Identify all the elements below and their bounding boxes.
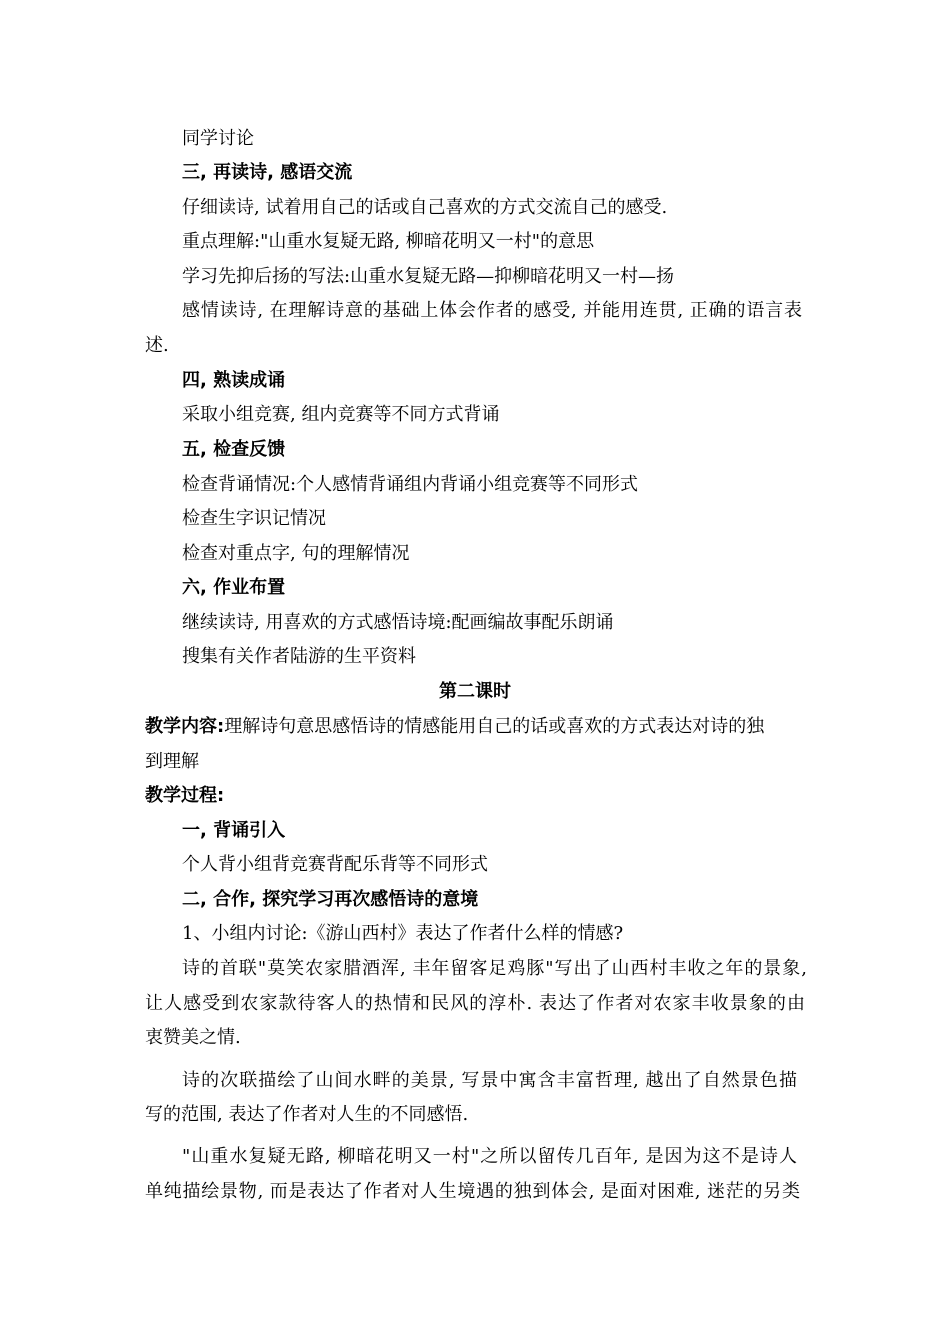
text-line: 单纯描绘景物, 而是表达了作者对人生境遇的独到体会, 是面对困难, 迷茫的另类 bbox=[145, 1181, 800, 1202]
text-line: 诗的次联描绘了山间水畔的美景, 写景中寓含丰富哲理, 越出了自然景色描 bbox=[182, 1070, 797, 1091]
text-line: 检查生字识记情况 bbox=[182, 508, 326, 529]
text-line: 采取小组竞赛, 组内竞赛等不同方式背诵 bbox=[182, 404, 500, 425]
section-heading: 五, 检查反馈 bbox=[182, 439, 286, 460]
text-line: 1、小组内讨论:《游山西村》表达了作者什么样的情感? bbox=[182, 923, 624, 944]
text-line: 同学讨论 bbox=[182, 128, 254, 149]
text-line: 学习先抑后扬的写法:山重水复疑无路—抑柳暗花明又一村—扬 bbox=[182, 266, 675, 287]
section-heading: 二, 合作, 探究学习再次感悟诗的意境 bbox=[182, 889, 479, 910]
label-teaching-content: 教学内容: bbox=[145, 716, 225, 737]
text-line: 搜集有关作者陆游的生平资料 bbox=[182, 646, 416, 667]
text-line: 诗的首联"莫笑农家腊酒浑, 丰年留客足鸡豚"写出了山西村丰收之年的景象, bbox=[182, 958, 807, 979]
teaching-content-text: 理解诗句意思感悟诗的情感能用自己的话或喜欢的方式表达对诗的独 bbox=[224, 716, 765, 737]
section-heading: 三, 再读诗, 感语交流 bbox=[182, 162, 353, 183]
text-line: "山重水复疑无路, 柳暗花明又一村"之所以留传几百年, 是因为这不是诗人 bbox=[182, 1146, 797, 1167]
text-line: 检查对重点字, 句的理解情况 bbox=[182, 543, 410, 564]
text-line: 继续读诗, 用喜欢的方式感悟诗境:配画编故事配乐朗诵 bbox=[182, 612, 614, 633]
text-line bbox=[145, 715, 764, 739]
text-line: 到理解 bbox=[145, 751, 199, 772]
section-heading: 六, 作业布置 bbox=[182, 577, 286, 598]
text-line: 述. bbox=[145, 335, 169, 356]
text-line: 衷赞美之情. bbox=[145, 1027, 241, 1048]
text-line: 重点理解:"山重水复疑无路, 柳暗花明又一村"的意思 bbox=[182, 231, 595, 252]
text-line: 仔细读诗, 试着用自己的话或自己喜欢的方式交流自己的感受. bbox=[182, 197, 668, 218]
lesson-title: 第二课时 bbox=[439, 681, 511, 702]
text-line: 让人感受到农家款待客人的热情和民风的淳朴. 表达了作者对农家丰收景象的由 bbox=[145, 993, 805, 1014]
text-line: 检查背诵情况:个人感情背诵组内背诵小组竞赛等不同形式 bbox=[182, 474, 639, 495]
section-heading: 一, 背诵引入 bbox=[182, 820, 286, 841]
label-teaching-process: 教学过程: bbox=[145, 785, 225, 806]
section-heading: 四, 熟读成诵 bbox=[182, 370, 286, 391]
text-line: 个人背小组背竞赛背配乐背等不同形式 bbox=[182, 854, 488, 875]
text-line: 写的范围, 表达了作者对人生的不同感悟. bbox=[145, 1104, 469, 1125]
text-line: 感情读诗, 在理解诗意的基础上体会作者的感受, 并能用连贯, 正确的语言表 bbox=[182, 300, 802, 321]
